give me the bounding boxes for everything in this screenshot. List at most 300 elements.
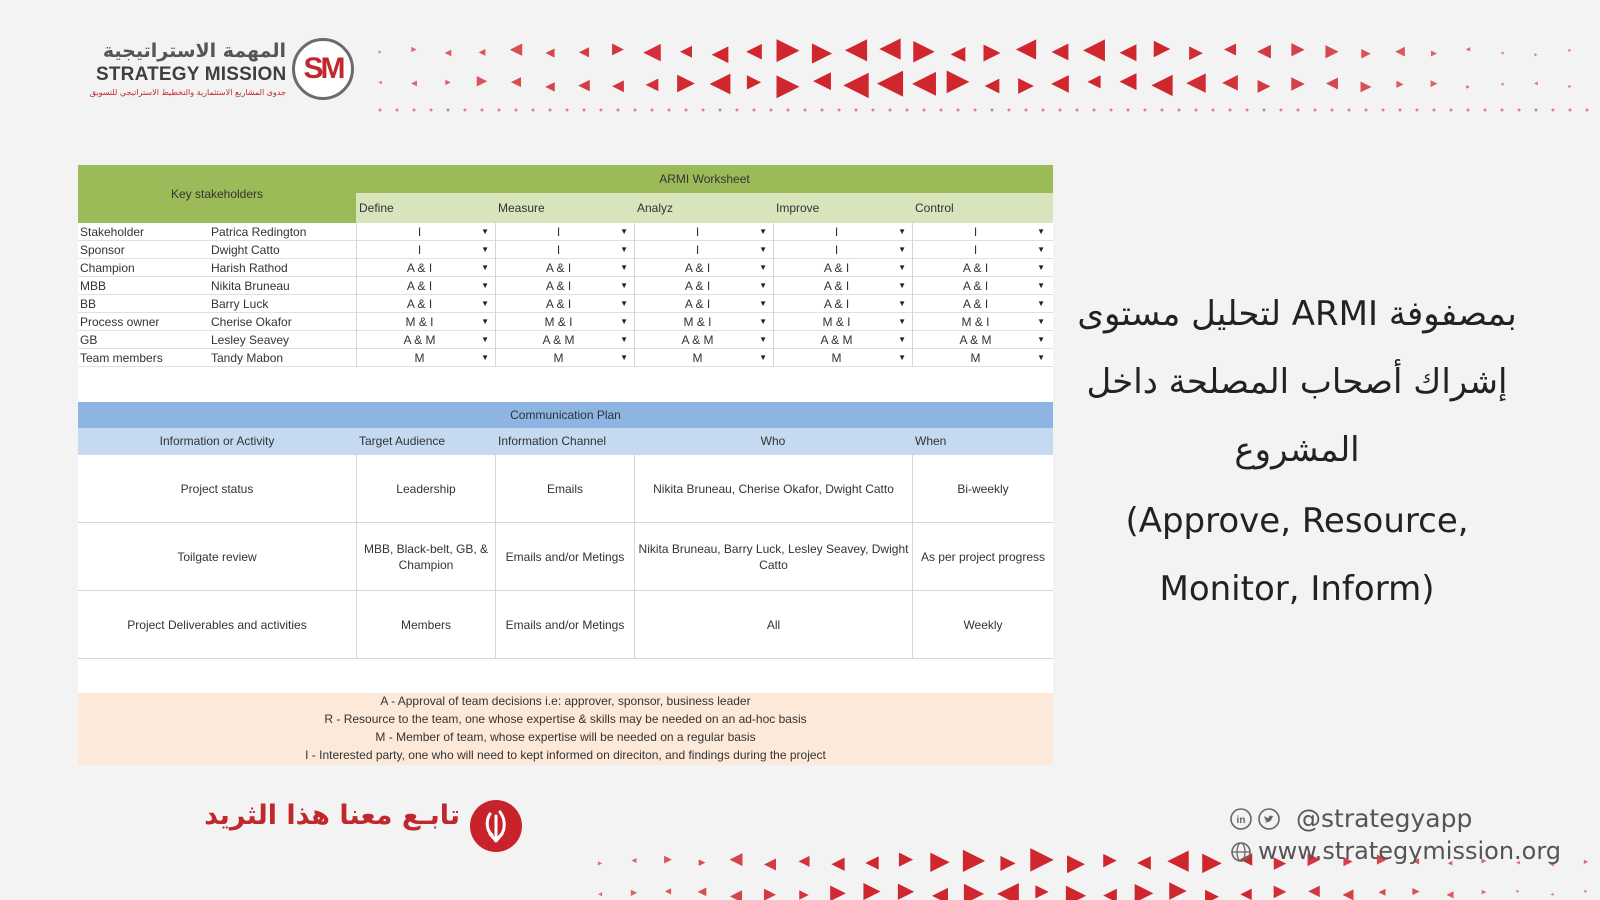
armi-value: M & I: [683, 315, 712, 329]
decorative-triangle: [1189, 46, 1203, 60]
stakeholder-row: [78, 277, 1053, 295]
stakeholder-name: Harish Rathod: [211, 261, 288, 275]
decorative-triangle: [545, 48, 554, 57]
decorative-triangle: [1395, 47, 1405, 57]
dropdown-arrow-icon[interactable]: ▼: [759, 353, 767, 362]
svg-text:in: in: [1236, 815, 1246, 826]
decorative-dot: [413, 109, 416, 112]
decorative-triangle: [1274, 886, 1287, 899]
key-stakeholders-header: Key stakeholders: [170, 187, 264, 201]
stakeholder-name: Dwight Catto: [211, 243, 280, 257]
dropdown-arrow-icon[interactable]: ▼: [481, 353, 489, 362]
armi-value: A & I: [545, 297, 572, 311]
armi-value: M & I: [822, 315, 851, 329]
decorative-triangle: [1534, 81, 1538, 85]
decorative-triangle: [1137, 856, 1151, 870]
dropdown-arrow-icon[interactable]: ▼: [759, 227, 767, 236]
armi-value-dropdown[interactable]: [356, 223, 495, 241]
phase-improve: Improve: [776, 201, 820, 215]
armi-value: M & I: [405, 315, 434, 329]
decorative-triangle: [477, 76, 488, 87]
armi-value-dropdown[interactable]: [356, 331, 495, 349]
armi-value: A & I: [962, 261, 989, 275]
dropdown-arrow-icon[interactable]: ▼: [898, 317, 906, 326]
dropdown-arrow-icon[interactable]: ▼: [1037, 245, 1045, 254]
arabic-heading: [1062, 280, 1532, 484]
armi-value: A & I: [823, 279, 850, 293]
decorative-triangle: [1205, 890, 1219, 900]
linkedin-icon[interactable]: [1230, 808, 1252, 830]
decorative-triangle: [411, 81, 417, 87]
dropdown-arrow-icon[interactable]: ▼: [759, 263, 767, 272]
decorative-triangle: [932, 888, 948, 900]
armi-value-dropdown[interactable]: [912, 349, 1051, 367]
decorative-dot: [498, 109, 501, 112]
decorative-triangle: [1361, 49, 1370, 58]
dropdown-arrow-icon[interactable]: ▼: [1037, 263, 1045, 272]
armi-value-dropdown[interactable]: [495, 295, 634, 313]
decorative-triangle: [1551, 893, 1554, 896]
stakeholder-row: [78, 295, 1053, 313]
comm-when: As per project progress: [912, 523, 1053, 591]
logo-tagline: جدوى المشاريع الاستثمارية والتخطيط الاستراتيجي للتسويق: [89, 88, 286, 97]
decorative-triangle: [445, 80, 450, 85]
decorative-triangle: [1151, 75, 1172, 96]
stakeholder-role: MBB: [80, 279, 107, 293]
comm-audience: Members: [356, 591, 495, 659]
decorative-triangle: [812, 43, 832, 63]
stakeholder-name: Patrica Redington: [211, 225, 307, 239]
decorative-dot: [464, 109, 467, 112]
armi-value-dropdown[interactable]: [912, 259, 1051, 277]
decorative-dot: [1195, 109, 1198, 112]
scroll-down-icon: [470, 800, 522, 852]
armi-value-dropdown[interactable]: [356, 295, 495, 313]
comm-channel: Emails and/or Metings: [495, 591, 634, 659]
comm-channel: Emails and/or Metings: [495, 523, 634, 591]
decorative-dot: [1382, 109, 1385, 112]
decorative-dot: [1110, 109, 1113, 112]
dropdown-arrow-icon[interactable]: ▼: [898, 263, 906, 272]
stakeholder-role: Sponsor: [80, 243, 125, 257]
decorative-triangle: [1222, 75, 1238, 91]
decorative-triangle: [612, 44, 624, 56]
comm-header-channel: Information Channel: [498, 434, 607, 448]
armi-value-dropdown[interactable]: [773, 349, 912, 367]
decorative-triangle: [1342, 889, 1353, 900]
armi-value-dropdown[interactable]: [773, 331, 912, 349]
armi-value-dropdown[interactable]: [634, 259, 773, 277]
armi-value: A & I: [406, 297, 433, 311]
decorative-dot: [1178, 109, 1181, 112]
decorative-triangle: [1018, 78, 1034, 94]
armi-expansion: [1062, 487, 1532, 623]
decorative-triangle: [863, 883, 880, 900]
decorative-triangle: [511, 77, 521, 87]
decorative-triangle: [479, 49, 486, 56]
decorative-dot: [855, 109, 858, 112]
decorative-dot: [549, 109, 552, 112]
decorative-dot: [974, 109, 977, 112]
dropdown-arrow-icon[interactable]: ▼: [898, 335, 906, 344]
armi-value-dropdown[interactable]: [912, 223, 1051, 241]
stakeholder-name: Cherise Okafor: [211, 315, 292, 329]
armi-value-dropdown[interactable]: [773, 259, 912, 277]
decorative-dot: [1229, 109, 1232, 112]
decorative-triangle: [985, 79, 1000, 94]
dropdown-arrow-icon[interactable]: ▼: [481, 281, 489, 290]
armi-value: M & I: [961, 315, 990, 329]
armi-value-dropdown[interactable]: [634, 331, 773, 349]
armi-value-dropdown[interactable]: [634, 295, 773, 313]
decorative-triangle: [1482, 890, 1487, 895]
phase-control: Control: [915, 201, 954, 215]
armi-value: A & M: [403, 333, 436, 347]
armi-value: I: [556, 243, 561, 257]
decorative-triangle: [865, 856, 878, 869]
stakeholder-name: Lesley Seavey: [211, 333, 290, 347]
armi-value-dropdown[interactable]: [912, 295, 1051, 313]
decorative-dot: [430, 109, 433, 112]
decorative-triangle: [1186, 73, 1206, 93]
dropdown-arrow-icon[interactable]: ▼: [759, 245, 767, 254]
dropdown-arrow-icon[interactable]: ▼: [620, 317, 628, 326]
decorative-dot: [872, 109, 875, 112]
dropdown-arrow-icon[interactable]: ▼: [1037, 317, 1045, 326]
stakeholder-role: Champion: [80, 261, 135, 275]
decorative-triangle: [631, 890, 637, 896]
twitter-icon[interactable]: [1258, 808, 1280, 830]
comm-activity: Project status: [180, 482, 254, 496]
stakeholder-role: Team members: [80, 351, 163, 365]
legend-member: M - Member of team, whose expertise will be needed on a regular basis: [375, 730, 756, 744]
armi-value: A & I: [406, 261, 433, 275]
dropdown-arrow-icon[interactable]: ▼: [898, 281, 906, 290]
decorative-triangle: [1120, 44, 1137, 61]
dropdown-arrow-icon[interactable]: ▼: [759, 281, 767, 290]
decorative-dot: [736, 109, 739, 112]
decorative-dot: [685, 109, 688, 112]
decorative-triangle: [1035, 885, 1048, 898]
armi-value-dropdown[interactable]: [495, 223, 634, 241]
comm-when: Bi-weekly: [912, 455, 1053, 523]
armi-value-dropdown[interactable]: [495, 277, 634, 295]
decorative-dot: [1127, 109, 1130, 112]
armi-value: I: [695, 243, 700, 257]
dropdown-arrow-icon[interactable]: ▼: [481, 335, 489, 344]
armi-value: M: [553, 351, 564, 365]
decorative-triangle: [411, 47, 416, 52]
decorative-dot: [957, 109, 960, 112]
armi-value: M: [831, 351, 842, 365]
armi-value-dropdown[interactable]: [912, 313, 1051, 331]
dropdown-arrow-icon[interactable]: ▼: [620, 299, 628, 308]
dropdown-arrow-icon[interactable]: ▼: [898, 245, 906, 254]
decorative-dot: [1552, 109, 1555, 112]
dropdown-arrow-icon[interactable]: ▼: [1037, 335, 1045, 344]
dropdown-arrow-icon[interactable]: ▼: [620, 245, 628, 254]
decorative-dot: [1076, 109, 1079, 112]
decorative-triangle: [764, 889, 776, 900]
armi-value-dropdown[interactable]: [495, 241, 634, 259]
decorative-dot: [634, 109, 637, 112]
decorative-triangle: [1431, 80, 1438, 87]
decorative-triangle: [598, 861, 602, 865]
armi-value: A & I: [684, 279, 711, 293]
decorative-triangle: [1396, 81, 1403, 88]
armi-value-dropdown[interactable]: [356, 241, 495, 259]
armi-expansion-line-1: (Approve, Resource,: [1125, 501, 1469, 541]
armi-value: A & I: [684, 261, 711, 275]
logo-english-text: STRATEGY MISSION: [96, 64, 287, 85]
dropdown-arrow-icon[interactable]: ▼: [759, 299, 767, 308]
decorative-triangle: [997, 883, 1019, 900]
decorative-triangle: [1000, 856, 1015, 871]
decorative-triangle: [1169, 882, 1187, 900]
decorative-dot: [1161, 109, 1164, 112]
decorative-triangle: [879, 38, 900, 59]
decorative-dot: [600, 109, 603, 112]
dropdown-arrow-icon[interactable]: ▼: [620, 227, 628, 236]
decorative-dot: [379, 109, 382, 112]
decorative-triangle: [677, 75, 695, 93]
comm-header-who: Who: [760, 434, 786, 448]
comm-channel: Emails: [495, 455, 634, 523]
decorative-dot: [1501, 109, 1504, 112]
decorative-triangle: [1431, 50, 1437, 56]
decorative-triangle: [1087, 75, 1100, 88]
decorative-triangle: [984, 44, 1001, 61]
dropdown-arrow-icon[interactable]: ▼: [481, 299, 489, 308]
armi-value-dropdown[interactable]: [773, 313, 912, 331]
dropdown-arrow-icon[interactable]: ▼: [1037, 227, 1045, 236]
decorative-dot: [1450, 109, 1453, 112]
follow-thread-text: تابـع معنا هذا الثريد: [204, 800, 460, 831]
dropdown-arrow-icon[interactable]: ▼: [898, 299, 906, 308]
decorative-triangle: [930, 853, 949, 872]
decorative-triangle: [1326, 77, 1338, 89]
armi-value-dropdown[interactable]: [773, 295, 912, 313]
stakeholder-row: [78, 331, 1053, 349]
decorative-triangle: [1202, 854, 1222, 874]
dropdown-arrow-icon[interactable]: ▼: [1037, 353, 1045, 362]
decorative-triangle: [1308, 886, 1320, 898]
dropdown-arrow-icon[interactable]: ▼: [481, 263, 489, 272]
decorative-dot: [1144, 109, 1147, 112]
decorative-triangle: [912, 72, 936, 96]
armi-value-dropdown[interactable]: [773, 223, 912, 241]
decorative-triangle: [643, 44, 661, 62]
dropdown-arrow-icon[interactable]: ▼: [620, 263, 628, 272]
dropdown-arrow-icon[interactable]: ▼: [620, 335, 628, 344]
armi-value: I: [417, 243, 422, 257]
dropdown-arrow-icon[interactable]: ▼: [620, 281, 628, 290]
decorative-dot: [906, 109, 909, 112]
armi-value: A & M: [820, 333, 853, 347]
decorative-triangle: [877, 71, 903, 97]
armi-value-dropdown[interactable]: [634, 241, 773, 259]
dropdown-arrow-icon[interactable]: ▼: [481, 317, 489, 326]
decorative-dot: [481, 109, 484, 112]
armi-value-dropdown[interactable]: [495, 349, 634, 367]
armi-value-dropdown[interactable]: [634, 349, 773, 367]
armi-value: A & I: [962, 279, 989, 293]
armi-value: A & M: [959, 333, 992, 347]
decorative-triangle: [1257, 45, 1271, 59]
armi-value: A & I: [545, 279, 572, 293]
decorative-dot: [940, 109, 943, 112]
decorative-triangle: [680, 46, 692, 58]
decorative-dot: [1416, 109, 1419, 112]
decorative-dot: [583, 109, 586, 112]
decorative-triangle: [831, 858, 844, 871]
comm-who: All: [634, 591, 912, 659]
armi-value-dropdown[interactable]: [634, 223, 773, 241]
decorative-triangle: [1066, 886, 1086, 900]
decorative-triangle: [1412, 888, 1419, 895]
decorative-dot: [617, 109, 620, 112]
armi-value-dropdown[interactable]: [912, 331, 1051, 349]
decorative-dot: [1314, 109, 1317, 112]
arabic-line-1: بمصفوفة ARMI لتحليل مستوى: [1077, 294, 1517, 334]
armi-value-dropdown[interactable]: [356, 259, 495, 277]
comm-activity: Toilgate review: [177, 550, 257, 564]
dropdown-arrow-icon[interactable]: ▼: [481, 227, 489, 236]
decorative-triangle: [1466, 85, 1470, 89]
decorative-triangle: [578, 80, 590, 92]
phase-analyze: Analyz: [637, 201, 674, 215]
decorative-dot: [1484, 109, 1487, 112]
decorative-dot: [889, 109, 892, 112]
armi-value: I: [556, 225, 561, 239]
decorative-dot: [702, 109, 705, 112]
decorative-dot: [753, 109, 756, 112]
decorative-triangle: [1083, 39, 1105, 61]
decorative-triangle: [813, 72, 831, 90]
logo-mark-icon: SM: [292, 38, 354, 100]
armi-value: I: [973, 243, 978, 257]
dropdown-arrow-icon[interactable]: ▼: [759, 335, 767, 344]
comm-audience: MBB, Black-belt, GB, & Champion: [356, 523, 495, 591]
decorative-triangle: [1361, 81, 1372, 92]
armi-value-dropdown[interactable]: [912, 241, 1051, 259]
decorative-triangle: [1103, 854, 1117, 868]
dropdown-arrow-icon[interactable]: ▼: [759, 317, 767, 326]
decorative-dot: [770, 109, 773, 112]
decorative-triangle: [963, 850, 985, 872]
decorative-triangle: [799, 890, 809, 900]
armi-value: A & I: [962, 297, 989, 311]
decorative-triangle: [664, 856, 672, 864]
decorative-dot: [1433, 109, 1436, 112]
armi-value-dropdown[interactable]: [495, 331, 634, 349]
armi-value-dropdown[interactable]: [356, 349, 495, 367]
decorative-dot: [396, 109, 399, 112]
website-link[interactable]: www.strategymission.org: [1258, 837, 1562, 865]
dropdown-arrow-icon[interactable]: ▼: [898, 227, 906, 236]
armi-value-dropdown[interactable]: [356, 277, 495, 295]
stakeholder-row: [78, 223, 1053, 241]
decorative-dot: [787, 109, 790, 112]
arabic-line-2: إشراك أصحاب المصلحة داخل: [1086, 362, 1508, 402]
armi-value: M: [692, 351, 703, 365]
armi-value-dropdown[interactable]: [773, 277, 912, 295]
decorative-dot: [1008, 109, 1011, 112]
comm-who: Nikita Bruneau, Cherise Okafor, Dwight Catto: [634, 455, 912, 523]
armi-value: I: [973, 225, 978, 239]
armi-value: M: [414, 351, 425, 365]
armi-value: A & I: [684, 297, 711, 311]
decorative-triangle: [1585, 890, 1588, 893]
armi-value: M: [970, 351, 981, 365]
strategy-mission-logo: [89, 38, 356, 104]
decorative-triangle: [899, 853, 913, 867]
decorative-dot: [1365, 109, 1368, 112]
armi-expansion-line-2: Monitor, Inform): [1159, 569, 1435, 609]
dropdown-arrow-icon[interactable]: ▼: [898, 353, 906, 362]
stakeholder-row: [78, 259, 1053, 277]
decorative-dot: [1042, 109, 1045, 112]
armi-legend: [78, 693, 1053, 765]
dropdown-arrow-icon[interactable]: ▼: [481, 245, 489, 254]
decorative-dot: [447, 109, 450, 112]
decorative-triangle: [1051, 75, 1069, 93]
phase-define: Define: [359, 201, 394, 215]
decorative-triangle: [1535, 53, 1538, 56]
armi-value-dropdown[interactable]: [912, 277, 1051, 295]
armi-value-dropdown[interactable]: [634, 277, 773, 295]
decorative-triangle: [1291, 43, 1304, 56]
armi-value-dropdown[interactable]: [356, 313, 495, 331]
decorative-triangle: [1119, 73, 1136, 90]
stakeholder-name: Tandy Mabon: [211, 351, 284, 365]
decorative-triangle: [1379, 889, 1386, 896]
armi-value: A & I: [406, 279, 433, 293]
decorative-triangle: [1584, 860, 1588, 864]
comm-header-audience: Target Audience: [359, 434, 446, 448]
decorative-triangle: [545, 82, 555, 92]
decorative-triangle: [764, 859, 776, 871]
dropdown-arrow-icon[interactable]: ▼: [1037, 281, 1045, 290]
armi-value-dropdown[interactable]: [634, 313, 773, 331]
decorative-triangle: [1501, 83, 1504, 86]
stakeholder-name: Barry Luck: [211, 297, 269, 311]
armi-value: A & I: [823, 261, 850, 275]
armi-value-dropdown[interactable]: [495, 259, 634, 277]
decorative-dot: [1246, 109, 1249, 112]
armi-value: M & I: [544, 315, 573, 329]
comm-audience: Leadership: [356, 455, 495, 523]
globe-icon: [1230, 841, 1252, 863]
communication-plan-title: Communication Plan: [78, 402, 1053, 428]
decorative-dot: [1263, 109, 1266, 112]
decorative-triangle: [913, 41, 934, 62]
decorative-triangle: [1258, 80, 1271, 93]
decorative-triangle: [598, 892, 602, 896]
armi-value-dropdown[interactable]: [495, 313, 634, 331]
decorative-dot: [1467, 109, 1470, 112]
decorative-dot: [1297, 109, 1300, 112]
phase-measure: Measure: [498, 201, 545, 215]
decorative-dot: [1518, 109, 1521, 112]
decorative-triangle: [1568, 49, 1571, 52]
decorative-triangle: [1516, 890, 1519, 893]
dropdown-arrow-icon[interactable]: ▼: [1037, 299, 1045, 308]
armi-value-dropdown[interactable]: [773, 241, 912, 259]
decorative-triangle: [777, 75, 800, 98]
twitter-handle[interactable]: @strategyapp: [1296, 804, 1473, 833]
dropdown-arrow-icon[interactable]: ▼: [620, 353, 628, 362]
